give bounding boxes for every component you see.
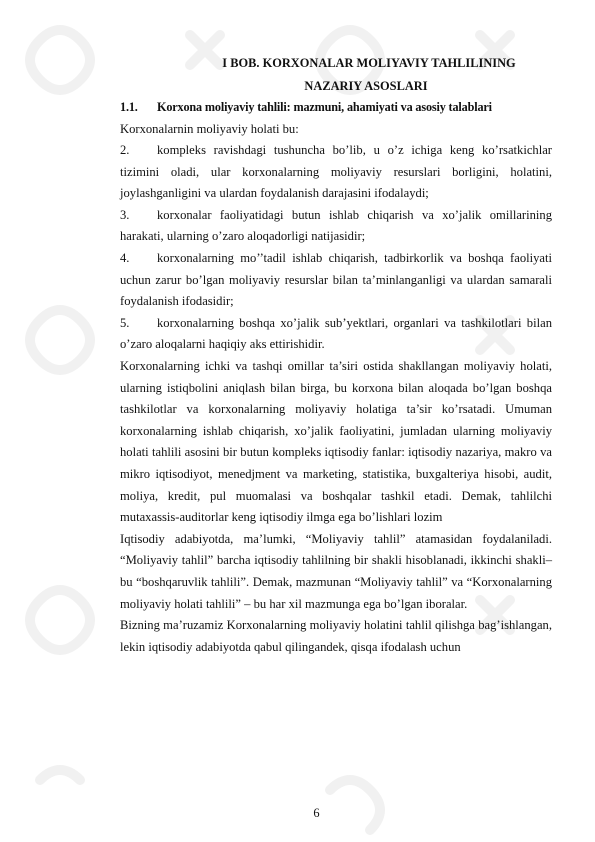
list-item-number: 2. — [120, 143, 130, 158]
list-item-number: 4. — [120, 251, 130, 266]
list-item-text: korxonalarning boshqa xo’jalik sub’yektlari, organlari va tashkilotlari bilan o’zaro aloqalarni haqiqiy aks ettirishidir. — [120, 315, 552, 352]
list-item — [120, 248, 552, 313]
list-item-number: 3. — [120, 207, 130, 222]
body-paragraph: Iqtisodiy adabiyotda, ma’lumki, “Moliyaviy tahlil” atamasidan foydalaniladi. “Moliyaviy tahlil” barcha iqtisodiy tahlilning bir shakli hisoblanadi, ikkinchi shakli– bu “boshqaruvlik tahlili”. Demak, mazmunan “Moliyaviy tahlil” va “Korxonalarning moliyaviy holati tahlili” – bu har xil mazmunga ega bo’lgan iboralar. — [120, 531, 552, 611]
list-item-number: 5. — [120, 315, 130, 330]
page-number: 6 — [313, 806, 320, 820]
list-item-text: korxonalar faoliyatidagi butun ishlab chiqarish va xo’jalik omillarining harakati, ularning o’zaro aloqadorligi natijasidir; — [120, 207, 552, 244]
list-item-text: korxonalarning mo’’tadil ishlab chiqarish, tadbirkorlik va boshqa faoliyati uchun zarur bo’lgan moliyaviy resurslar bilan ta’minlanganligi va ulardan samarali foydalanish ifodasidir; — [120, 251, 552, 309]
chapter-title-line2: NAZARIY ASOSLARI — [304, 79, 428, 93]
list-item — [120, 205, 552, 248]
chapter-title-line1: I BOB. KORXONALAR MOLIYAVIY TAHLILINING — [222, 56, 516, 70]
section-title: Korxona moliyaviy tahlili: mazmuni, ahamiyati va asosiy talablari — [157, 100, 492, 114]
section-heading — [120, 97, 552, 119]
section-number: 1.1. — [120, 100, 138, 114]
page-content — [120, 52, 552, 658]
body-paragraph: Bizning ma’ruzamiz Korxonalarning moliyaviy holatini tahlil qilishga bag’ishlangan, lekin iqtisodiy adabiyotda qabul qilingandek, qisqa ifodalash uchun — [120, 618, 552, 654]
list-item-text: kompleks ravishdagi tushuncha bo’lib, u o’z ichiga keng ko’rsatkichlar tizimini oladi, ular korxonalarning moliyaviy resurslari borligini, holatini, joylashganligini va ulardan foydalanish darajasini ifodalaydi; — [120, 143, 552, 201]
body-paragraph: Korxonalarning ichki va tashqi omillar ta’siri ostida shakllangan moliyaviy holati, ularning istiqbolini aniqlash bilan birga, bu korxona bilan aloqada bo’lgan boshqa tashkilotlar va korxonalarning moliyaviy holatiga ta’sir ko’rsatadi. Umuman korxonalarning ishlab chiqarish, xo’jalik faoliyatini, jumladan ularning moliyaviy holati tahlili asosini bir butun kompleks iqtisodiy fanlar: iqtisodiy nazariya, makro va mikro iqtisodiyot, menedjment va marketing, statistika, buxgalteriya hisobi, audit, moliya, kredit, pul muomalasi va boshqalar tashkil etadi. Demak, tahlilchi mutaxassis-auditorlar keng iqtisodiy ilmga ega bo’lishlari lozim — [120, 359, 552, 525]
intro-line: Korxonalarnin moliyaviy holati bu: — [120, 121, 299, 136]
list-item — [120, 313, 552, 356]
list-item — [120, 140, 552, 205]
